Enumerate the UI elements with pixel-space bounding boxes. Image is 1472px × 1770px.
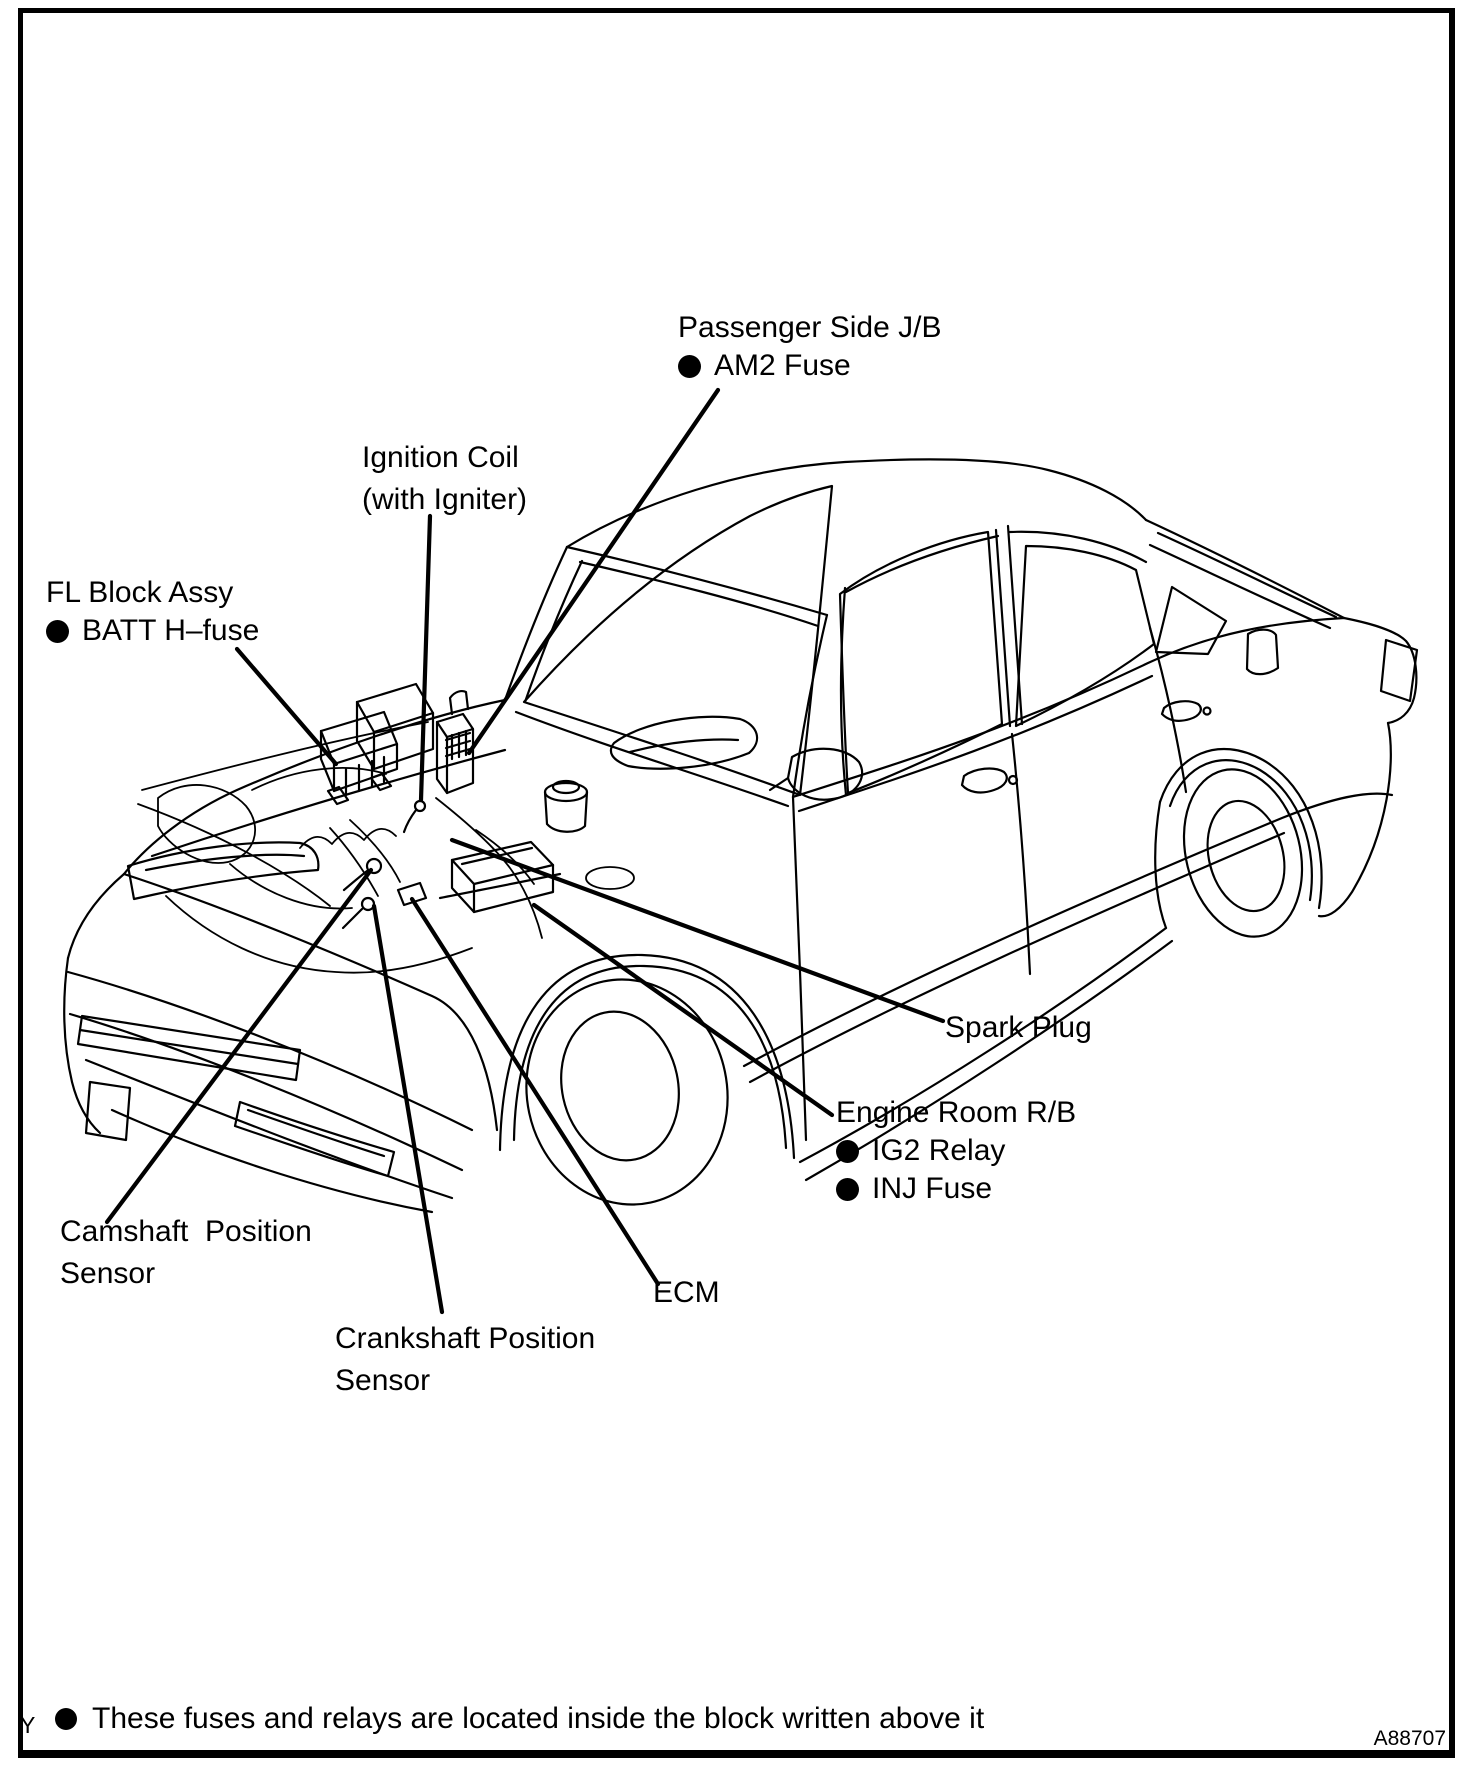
rear-door-glass bbox=[1016, 546, 1154, 726]
callout-item-label: INJ Fuse bbox=[872, 1172, 993, 1205]
crankshaft-sensor bbox=[362, 898, 374, 910]
bullet-icon bbox=[55, 1708, 77, 1730]
component-fl-block bbox=[321, 684, 433, 804]
rear-rim bbox=[1197, 793, 1296, 920]
headlight bbox=[128, 842, 318, 899]
door-gap bbox=[1012, 734, 1030, 974]
callout-subtitle: (with Igniter) bbox=[362, 483, 528, 516]
callout-engine-room-rb bbox=[836, 1094, 1076, 1208]
rear-door-handle bbox=[1162, 701, 1201, 721]
callout-fl-block bbox=[46, 574, 259, 650]
callout-title: Engine Room R/B bbox=[836, 1096, 1077, 1129]
rear-tire bbox=[1167, 757, 1319, 950]
footnote-text: These fuses and relays are located inside the block written above it bbox=[92, 1702, 985, 1735]
fender-line bbox=[124, 874, 497, 1130]
tail-lamp bbox=[1381, 640, 1417, 701]
bullet-icon bbox=[836, 1178, 859, 1201]
callout-title: Ignition Coil bbox=[362, 441, 519, 474]
callout-item bbox=[836, 1132, 1076, 1170]
callout-title: ECM bbox=[653, 1276, 720, 1309]
trunk-outline bbox=[1344, 618, 1416, 723]
component-reservoir bbox=[545, 781, 587, 832]
front-door-glass bbox=[840, 532, 1002, 793]
bullet-icon bbox=[836, 1140, 859, 1163]
component-engine-room-rb bbox=[440, 842, 560, 912]
callout-ignition-coil bbox=[362, 437, 527, 521]
callout-item bbox=[46, 612, 259, 650]
rear-window-slope bbox=[1146, 520, 1344, 618]
front-tire bbox=[506, 961, 749, 1224]
callout-spark-plug bbox=[945, 1009, 1092, 1047]
page-marker: Y bbox=[20, 1712, 36, 1738]
rear-bumper bbox=[1319, 723, 1391, 916]
quarter-glass bbox=[1156, 587, 1226, 654]
callout-crankshaft-sensor bbox=[335, 1318, 595, 1402]
callout-item-label: AM2 Fuse bbox=[714, 349, 851, 382]
callout-camshaft-sensor bbox=[60, 1211, 312, 1295]
windshield-header bbox=[567, 547, 827, 615]
leader-spark-plug bbox=[452, 840, 943, 1021]
callout-title: Passenger Side J/B bbox=[678, 311, 942, 344]
bullet-icon bbox=[678, 355, 701, 378]
figure-code: A88707 bbox=[1373, 1727, 1446, 1750]
callout-ecm bbox=[653, 1274, 720, 1312]
leader-camshaft-sensor bbox=[107, 870, 371, 1222]
callout-title: Crankshaft Position bbox=[335, 1322, 596, 1355]
license-plate bbox=[86, 1082, 130, 1140]
callout-item bbox=[836, 1170, 1076, 1208]
leader-ignition-coil bbox=[421, 516, 430, 800]
car-body-outline bbox=[500, 459, 1416, 1180]
callout-item bbox=[678, 347, 941, 385]
fuel-door bbox=[1247, 630, 1278, 675]
callout-subtitle: Sensor bbox=[60, 1257, 156, 1290]
footnote-row bbox=[55, 1700, 984, 1738]
callout-title: Spark Plug bbox=[945, 1011, 1092, 1044]
leader-fl-block bbox=[237, 649, 336, 764]
callout-title: Camshaft Position bbox=[60, 1215, 312, 1248]
front-door-handle bbox=[962, 769, 1007, 793]
callout-item-label: IG2 Relay bbox=[872, 1134, 1006, 1167]
callout-item-label: BATT H–fuse bbox=[82, 614, 260, 647]
bullet-icon bbox=[46, 620, 69, 643]
callout-title: FL Block Assy bbox=[46, 576, 234, 609]
roof-rail bbox=[846, 536, 998, 592]
leader-engine-room-rb bbox=[534, 905, 832, 1115]
callout-subtitle: Sensor bbox=[335, 1364, 431, 1397]
windshield-glass bbox=[524, 486, 832, 795]
callout-passenger-jb bbox=[678, 309, 941, 385]
